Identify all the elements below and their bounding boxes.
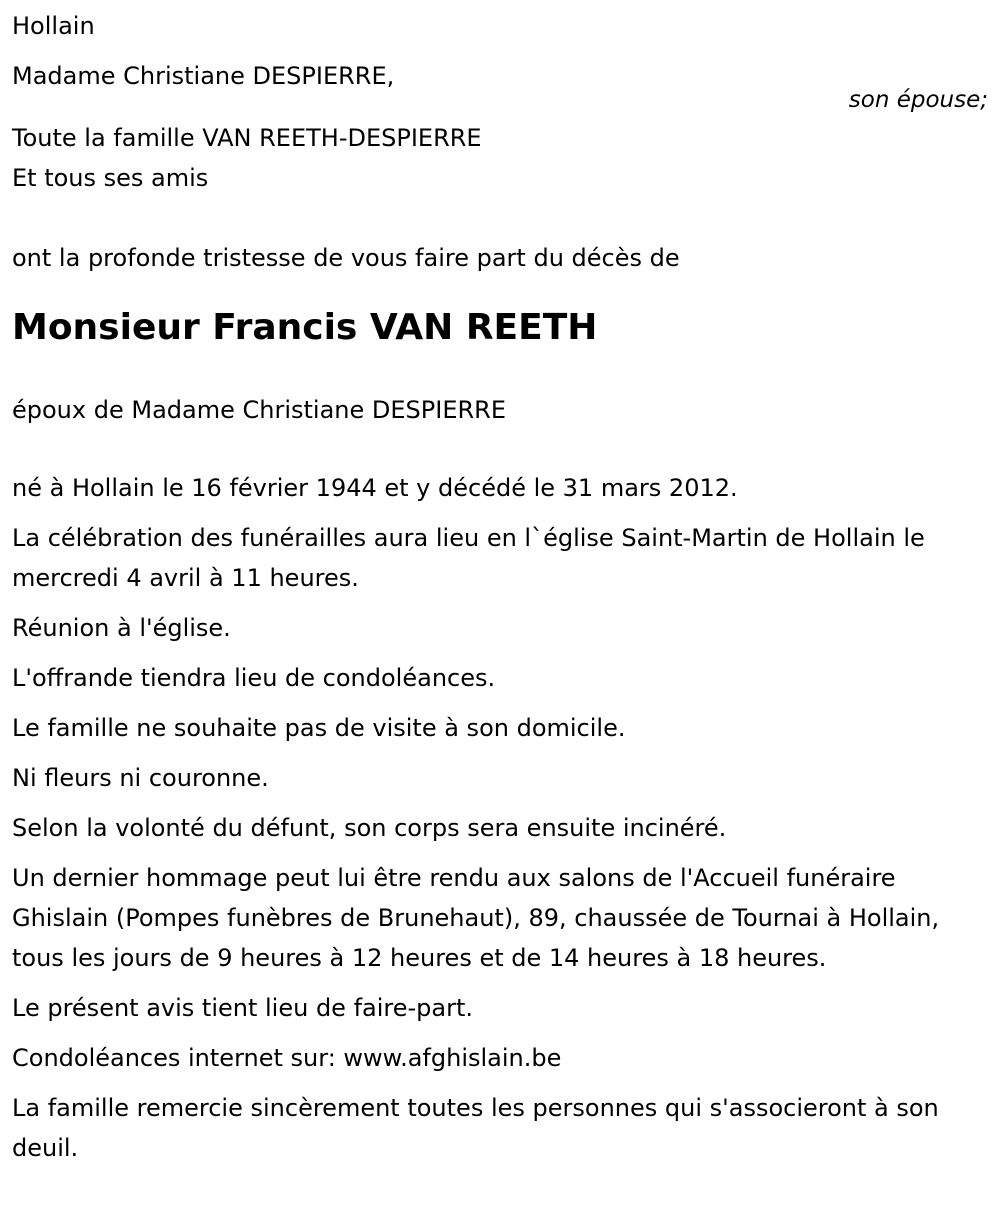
no-visit-paragraph: Le famille ne souhaite pas de visite à son domicile.: [12, 714, 626, 742]
notice-paragraph: Le présent avis tient lieu de faire-part.: [12, 994, 474, 1022]
no-flowers-paragraph: Ni fleurs ni couronne.: [12, 764, 269, 792]
funeral-paragraph: La célébration des funérailles aura lieu en l`église Saint-Martin de Hollain le mercredi 4 avril à 11 heures.: [12, 524, 925, 592]
tribute-paragraph: Un dernier hommage peut lui être rendu aux salons de l'Accueil funéraire Ghislain (Pompes funèbres de Brunehaut), 89, chaussée de Tournai à Hollain, tous les jours de 9 heures à 12 heures et de 14 heures à 18 heures.: [12, 864, 940, 972]
meeting-paragraph: Réunion à l'église.: [12, 614, 231, 642]
spouse-role: son épouse;: [848, 87, 988, 113]
deceased-name: Monsieur Francis VAN REETH: [12, 307, 598, 348]
offering-paragraph: L'offrande tiendra lieu de condoléances.: [12, 664, 496, 692]
thanks-paragraph: La famille remercie sincèrement toutes les personnes qui s'associeront à son deuil.: [12, 1094, 939, 1162]
cremation-paragraph: Selon la volonté du défunt, son corps sera ensuite incinéré.: [12, 814, 727, 842]
death-notice: [12, 0, 990, 1178]
announcement-text: ont la profonde tristesse de vous faire part du décès de: [12, 244, 680, 272]
notice-details: [12, 468, 990, 1168]
friends-line: Et tous ses amis: [12, 164, 209, 192]
spouse-of-line: époux de Madame Christiane DESPIERRE: [12, 396, 506, 424]
spacer: [12, 198, 990, 238]
condolences-paragraph: Condoléances internet sur: www.afghislain.be: [12, 1044, 562, 1072]
family-line: Toute la famille VAN REETH-DESPIERRE: [12, 124, 482, 152]
notice-city: Hollain: [12, 12, 95, 40]
birth-death-paragraph: né à Hollain le 16 février 1944 et y décédé le 31 mars 2012.: [12, 474, 738, 502]
spouse-name: Madame Christiane DESPIERRE,: [12, 62, 395, 90]
